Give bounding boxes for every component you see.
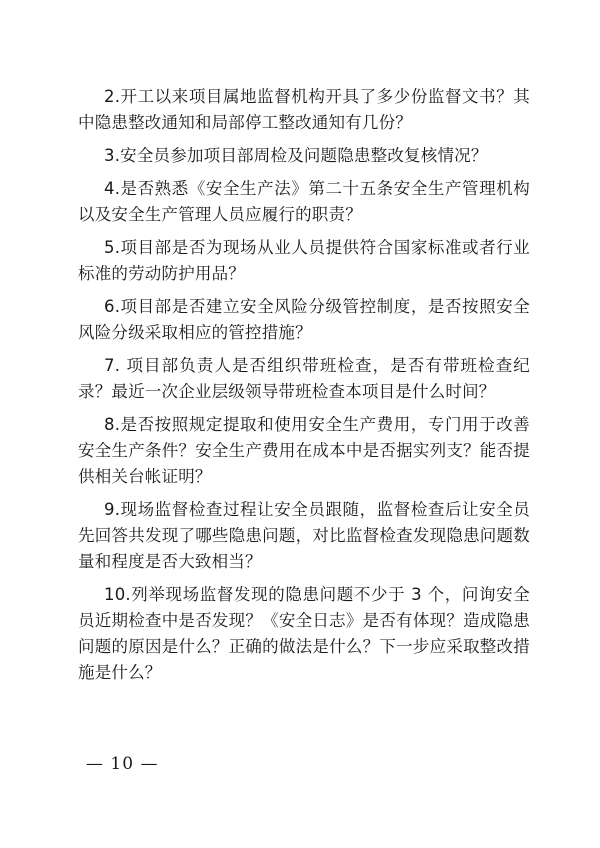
question-paragraph-2: 2.开工以来项目属地监督机构开具了多少份监督文书？其中隐患整改通知和局部停工整改通知有几份？ xyxy=(78,87,530,132)
question-paragraph-6: 6.项目部是否建立安全风险分级管控制度，是否按照安全风险分级采取相应的管控措施？ xyxy=(78,297,530,342)
question-paragraph-10: 10.列举现场监督发现的隐患问题不少于 3 个，问询安全员近期检查中是否发现？《安全日志》是否有体现？造成隐患问题的原因是什么？正确的做法是什么？下一步应采取整改措施是什么？ xyxy=(78,585,530,682)
question-paragraph-7: 7. 项目部负责人是否组织带班检查，是否有带班检查纪录？最近一次企业层级领导带班检查本项目是什么时间？ xyxy=(78,356,530,401)
question-paragraph-4: 4.是否熟悉《安全生产法》第二十五条安全生产管理机构以及安全生产管理人员应履行的职责？ xyxy=(78,179,530,224)
question-paragraph-9: 9.现场监督检查过程让安全员跟随，监督检查后让安全员先回答共发现了哪些隐患问题，对比监督检查发现隐患问题数量和程度是否大致相当？ xyxy=(78,500,530,571)
document-body xyxy=(78,84,530,693)
question-paragraph-3: 3.安全员参加项目部周检及问题隐患整改复核情况？ xyxy=(104,146,488,165)
question-paragraph-5: 5.项目部是否为现场从业人员提供符合国家标准或者行业标准的劳动防护用品？ xyxy=(78,238,530,283)
page-number: — 10 — xyxy=(86,754,159,774)
question-paragraph-8: 8.是否按照规定提取和使用安全生产费用，专门用于改善安全生产条件？安全生产费用在成本中是否据实列支？能否提供相关台帐证明？ xyxy=(78,415,530,486)
